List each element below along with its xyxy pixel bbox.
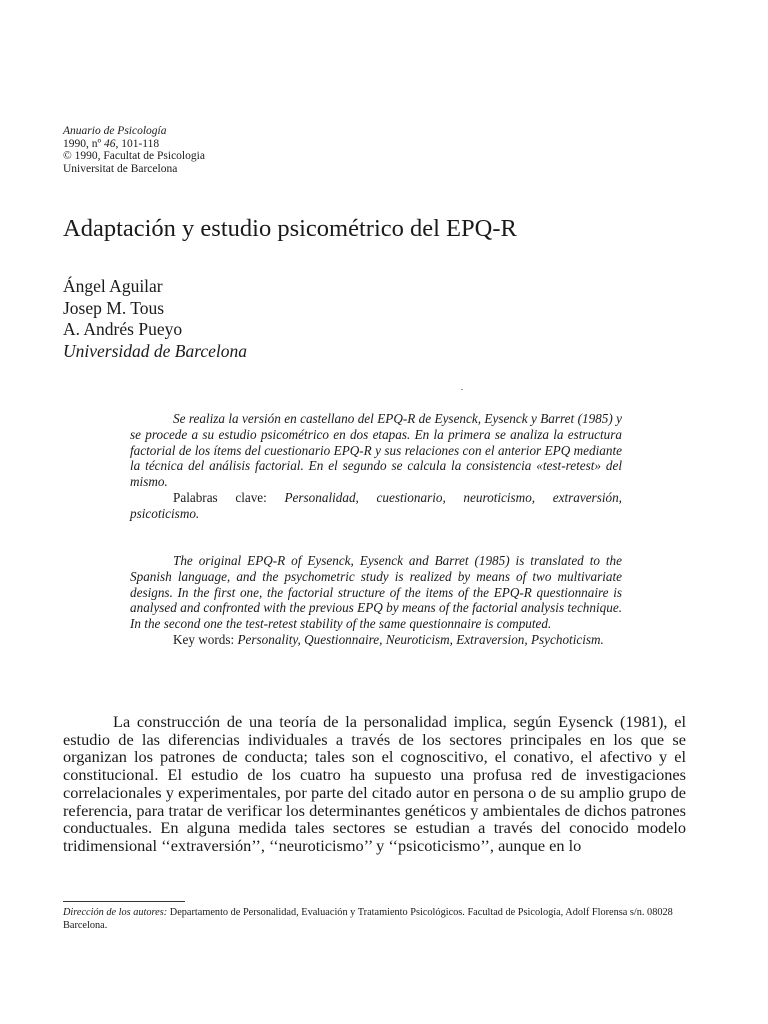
scan-speck	[461, 389, 463, 390]
footnote-divider	[63, 901, 185, 902]
journal-name: Anuario de Psicología	[63, 125, 167, 137]
footnote-label: Dirección de los autores:	[63, 907, 168, 918]
author-list	[63, 276, 247, 362]
abstract-keywords	[130, 490, 622, 522]
keywords-label: Palabras clave:	[173, 489, 267, 505]
abstract-text: Se realiza la versión en castellano del EPQ-R de Eysenck, Eysenck y Barret (1985) y se procede a su estudio psicométrico en dos etapas. En la primera se analiza la estructura factorial de los ítems del cuestionario EPQ-R y sus relaciones con el anterior EPQ mediante la técnica del análisis factorial. En el segundo se calcula la consistencia «test-retest» del mismo.	[130, 411, 622, 490]
abstract-keywords	[130, 632, 622, 648]
journal-copyright: © 1990, Facultat de Psicologia	[63, 150, 205, 162]
body-paragraph: La construcción de una teoría de la personalidad implica, según Eysenck (1981), el estudio de las diferencias individuales a través de los sectores principales en los que se organizan los patrones de conducta; tales son el cognoscitivo, el conativo, el afectivo y el constitucional. El estudio de los cuatro ha supuesto una profusa red de investigaciones correlacionales y experimentales, por parte del citado autor en persona o de su amplio grupo de referencia, para tratar de verificar los determinantes genéticos y ambientales de dichos patrones conductuales. En alguna medida tales sectores se estudian a través del conocido modelo tridimensional ‘‘extraversión’’, ‘‘neuroticismo’’ y ‘‘psicoticismo’’, aunque en lo	[63, 712, 686, 855]
abstract-spanish	[130, 411, 622, 522]
footnote	[63, 907, 689, 933]
paper-title: Adaptación y estudio psicométrico del EPQ-R	[63, 215, 517, 242]
abstract-english	[130, 553, 622, 648]
footnote-text: Departamento de Personalidad, Evaluación y Tratamiento Psicológicos. Facultad de Psicología, Adolf Florensa s/n. 08028 Barcelona.	[63, 907, 673, 931]
journal-header	[63, 125, 205, 175]
keywords-list: Personalidad, cuestionario, neuroticismo, extraversión, psicoticismo.	[130, 489, 622, 521]
keywords-label: Key words:	[173, 631, 235, 647]
journal-volume: 1990, nº 46, 101-118	[63, 137, 160, 150]
author-name: Ángel Aguilar	[63, 276, 163, 296]
journal-university: Universitat de Barcelona	[63, 162, 178, 175]
author-name: Josep M. Tous	[63, 297, 165, 318]
keywords-list: Personality, Questionnaire, Neuroticism, Extraversion, Psychoticism.	[234, 631, 604, 647]
author-affiliation: Universidad de Barcelona	[63, 340, 248, 361]
author-name: A. Andrés Pueyo	[63, 319, 183, 339]
abstract-text: The original EPQ-R of Eysenck, Eysenck and Barret (1985) is translated to the Spanish language, and the psychometric study is realized by means of two multivariate designs. In the first one, the factorial structure of the items of the EPQ-R questionnaire is analysed and confronted with the previous EPQ by means of the factorial analysis technique. In the second one the test-retest stability of the same questionnaire is computed.	[130, 553, 622, 632]
